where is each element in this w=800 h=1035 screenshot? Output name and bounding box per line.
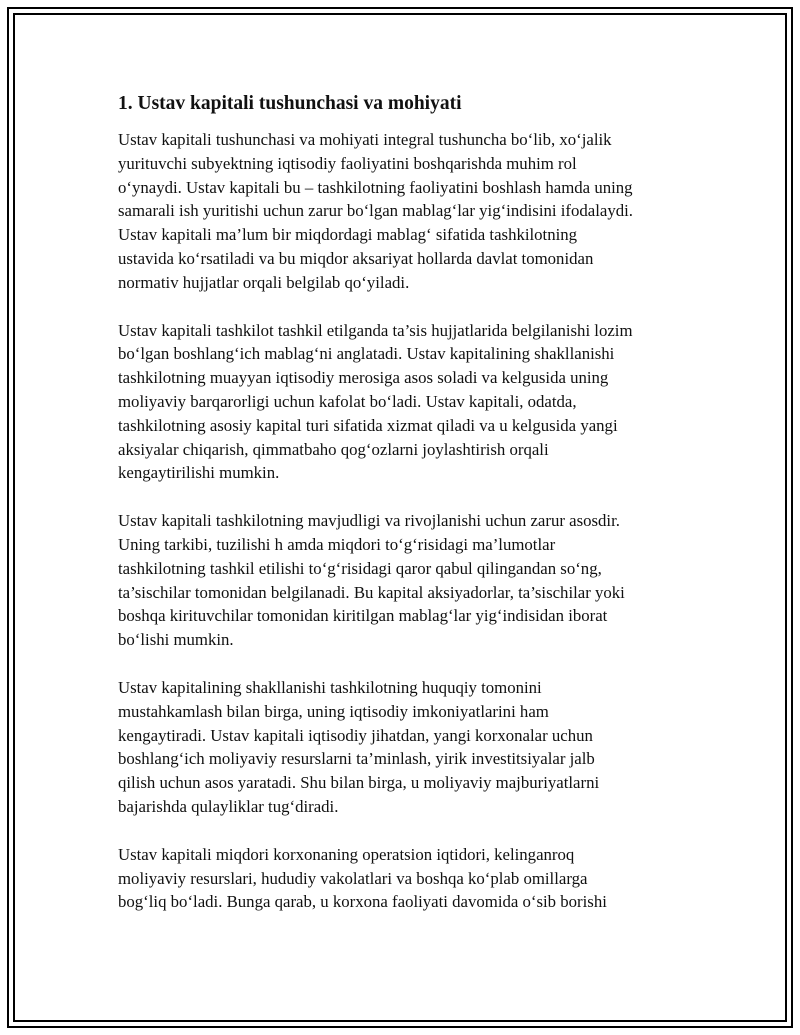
text-line: samarali ish yuritishi uchun zarur bo‘lgan mablag‘lar yig‘indisini ifodalaydi. [118,201,633,221]
paragraph [118,128,698,295]
text-line: o‘ynaydi. Ustav kapitali bu – tashkilotning faoliyatini boshlash hamda uning [118,177,633,197]
text-line: Ustav kapitali tashkilotning mavjudligi va rivojlanishi uchun zarur asosdir. [118,511,620,531]
text-line: Ustav kapitalining shakllanishi tashkilotning huquqiy tomonini [118,677,542,697]
paragraph [118,843,698,914]
paragraph [118,319,698,486]
text-line: boshlang‘ich moliyaviy resurslarni ta’minlash, yirik investitsiyalar jalb [118,749,595,769]
text-line: bog‘liq bo‘ladi. Bunga qarab, u korxona faoliyati davomida o‘sib borishi [118,892,607,912]
text-line: ustavida ko‘rsatiladi va bu miqdor aksariyat hollarda davlat tomonidan [118,248,594,268]
text-line: qilish uchun asos yaratadi. Shu bilan birga, u moliyaviy majburiyatlarni [118,773,600,793]
text-line: normativ hujjatlar orqali belgilab qo‘yiladi. [118,272,410,292]
text-line: bo‘lgan boshlang‘ich mablag‘ni anglatadi. Ustav kapitalining shakllanishi [118,344,615,364]
text-line: boshqa kirituvchilar tomonidan kiritilgan mablag‘lar yig‘indisidan iborat [118,606,608,626]
text-line: mustahkamlash bilan birga, uning iqtisodiy imkoniyatlarini ham [118,701,549,721]
text-line: moliyaviy resurslari, hududiy vakolatlari va boshqa ko‘plab omillarga [118,868,588,888]
text-line: Ustav kapitali ma’lum bir miqdordagi mablag‘ sifatida tashkilotning [118,225,578,245]
text-line: Ustav kapitali miqdori korxonaning operatsion iqtidori, kelinganroq [118,844,575,864]
text-line: tashkilotning tashkil etilishi to‘g‘risidagi qaror qabul qilingandan so‘ng, [118,558,602,578]
text-line: ta’sischilar tomonidan belgilanadi. Bu kapital aksiyadorlar, ta’sischilar yoki [118,582,625,602]
text-line: moliyaviy barqarorligi uchun kafolat bo‘ladi. Ustav kapitali, odatda, [118,391,577,411]
section-heading: 1. Ustav kapitali tushunchasi va mohiyati [118,93,462,114]
paragraph [118,509,698,652]
document-body [118,90,698,938]
text-line: tashkilotning asosiy kapital turi sifatida xizmat qiladi va u kelgusida yangi [118,415,618,435]
text-line: aksiyalar chiqarish, qimmatbaho qog‘ozlarni joylashtirish orqali [118,439,549,459]
text-line: kengaytirilishi mumkin. [118,463,280,483]
text-line: Ustav kapitali tushunchasi va mohiyati integral tushuncha bo‘lib, xo‘jalik [118,130,612,149]
text-line: yurituvchi subyektning iqtisodiy faoliyatini boshqarishda muhim rol [118,153,577,173]
text-line: bajarishda qulayliklar tug‘diradi. [118,796,339,816]
paragraph [118,676,698,819]
text-line: kengaytiradi. Ustav kapitali iqtisodiy jihatdan, yangi korxonalar uchun [118,725,593,745]
text-line: Ustav kapitali tashkilot tashkil etilganda ta’sis hujjatlarida belgilanishi lozim [118,320,633,340]
text-line: bo‘lishi mumkin. [118,630,234,650]
text-line: Uning tarkibi, tuzilishi h amda miqdori to‘g‘risidagi ma’lumotlar [118,534,556,554]
text-line: tashkilotning muayyan iqtisodiy merosiga asos soladi va kelgusida uning [118,368,609,388]
